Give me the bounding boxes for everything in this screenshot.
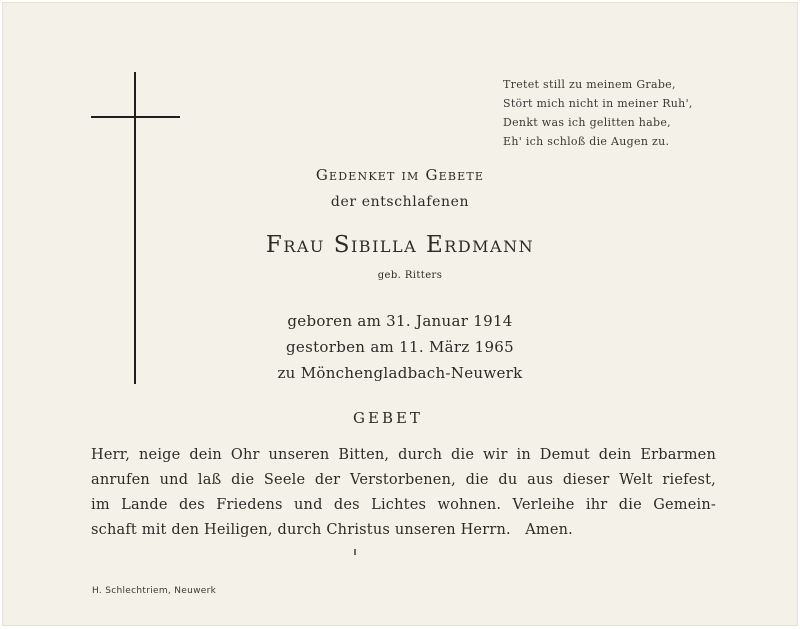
- poem-line: Eh' ich schloß die Augen zu.: [503, 135, 670, 148]
- death-date: gestorben am 11. März 1965: [286, 338, 514, 356]
- life-dates: [3, 308, 797, 386]
- birth-date: geboren am 31. Januar 1914: [287, 312, 513, 330]
- prayer-line: im Lande des Friedens und des Lichtes wohnen. Verleihe ihr die Gemein-: [91, 497, 716, 513]
- maiden-name: geb. Ritters: [377, 270, 443, 281]
- poem-line: Tretet still zu meinem Grabe,: [503, 78, 676, 91]
- cross-icon-bar: [91, 116, 180, 118]
- deceased-name: Frau Sibilla Erdmann: [265, 232, 535, 258]
- poem-line: Denkt was ich gelitten habe,: [503, 116, 671, 129]
- prayer-text: [91, 443, 716, 543]
- prayer-line: anrufen und laß die Seele der Verstorbenen, die du aus dieser Welt riefest,: [91, 472, 716, 488]
- memorial-card: [3, 3, 797, 625]
- prayer-line: schaft mit den Heiligen, durch Christus unseren Herrn. Amen.: [91, 522, 573, 538]
- poem: [503, 75, 693, 151]
- gedenket-heading: Gedenket im Gebete: [315, 166, 485, 184]
- entschlafenen-text: der entschlafenen: [330, 194, 470, 210]
- place: zu Mönchengladbach-Neuwerk: [277, 364, 523, 382]
- prayer-title: GEBET: [353, 409, 423, 427]
- print-mark: [354, 549, 356, 555]
- poem-line: Stört mich nicht in meiner Ruh',: [503, 97, 693, 110]
- printer-credit: H. Schlechtriem, Neuwerk: [92, 586, 217, 596]
- prayer-line: Herr, neige dein Ohr unseren Bitten, durch die wir in Demut dein Erbarmen: [91, 447, 716, 463]
